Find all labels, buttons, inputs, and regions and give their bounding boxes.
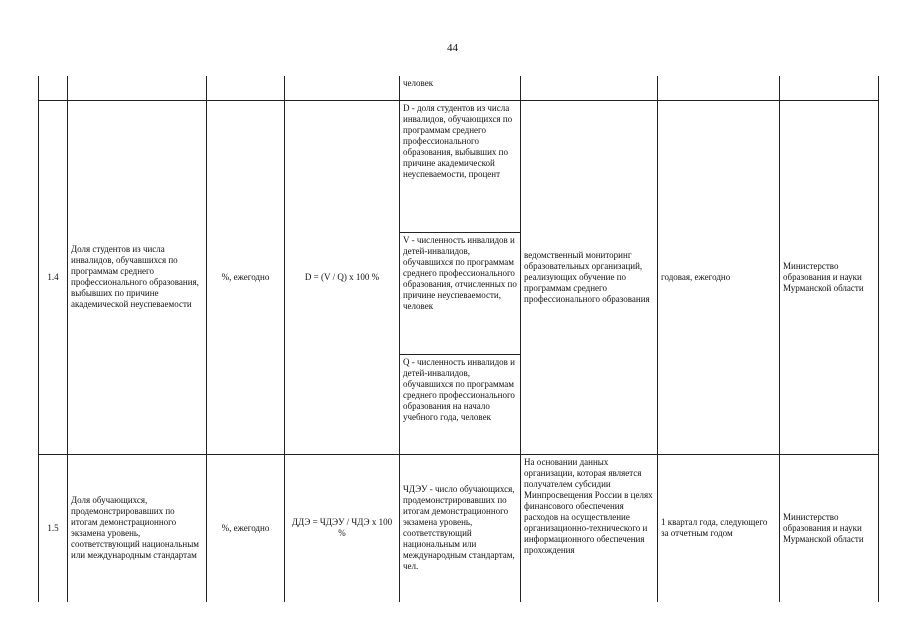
variable-description: V - численность инвалидов и детей-инвалидов, обучавшихся по программам среднего профессионального образования, отчисленных по причине неуспеваемости, человек [400,232,521,354]
cell-responsible [780,76,879,100]
cell-period [658,76,780,100]
formula: D = (V / Q) x 100 % [285,100,400,454]
table-row [39,76,879,100]
row-number: 1.4 [39,100,68,454]
unit-periodicity: %, ежегодно [207,454,285,602]
formula: ДДЭ = ЧДЭУ / ЧДЭ x 100 % [285,454,400,602]
table-row [39,454,879,602]
cell-num [39,76,68,100]
variable-description: D - доля студентов из числа инвалидов, обучающихся по программам среднего профессионального образования, выбывших по причине академической неуспеваемости, процент [400,100,521,232]
cell-variables: человек [400,76,521,100]
data-source: На основании данных организации, которая является получателем субсидии Минпросвещения России в целях финансового обеспечения расходов на осуществление организационно-технического и информационного обеспечения прохождения [521,454,658,602]
page-number: 44 [447,42,458,54]
reporting-period: годовая, ежегодно [658,100,780,454]
indicator-name: Доля студентов из числа инвалидов, обучавшихся по программам среднего профессионального образования, выбывших по причине академической неуспеваемости [68,100,207,454]
cell-name [68,76,207,100]
responsible-body: Министерство образования и науки Мурманской области [780,454,879,602]
data-source: ведомственный мониторинг образовательных организаций, реализующих обучение по программам среднего профессионального образования [521,100,658,454]
table-row [39,100,879,232]
indicators-table [38,76,879,602]
variable-description: Q - численность инвалидов и детей-инвалидов, обучавшихся по программам среднего профессионального образования на начало учебного года, человек [400,354,521,454]
row-number: 1.5 [39,454,68,602]
unit-periodicity: %, ежегодно [207,100,285,454]
indicator-name: Доля обучающихся, продемонстрировавших по итогам демонстрационного экзамена уровень, соответствующий национальным или международным стандартам [68,454,207,602]
cell-formula [285,76,400,100]
cell-source [521,76,658,100]
cell-unit [207,76,285,100]
variable-description: ЧДЭУ - число обучающихся, продемонстрировавших по итогам демонстрационного экзамена уровень, соответствующий национальным или международным стандартам, чел. [400,454,521,602]
reporting-period: 1 квартал года, следующего за отчетным годом [658,454,780,602]
responsible-body: Министерство образования и науки Мурманской области [780,100,879,454]
